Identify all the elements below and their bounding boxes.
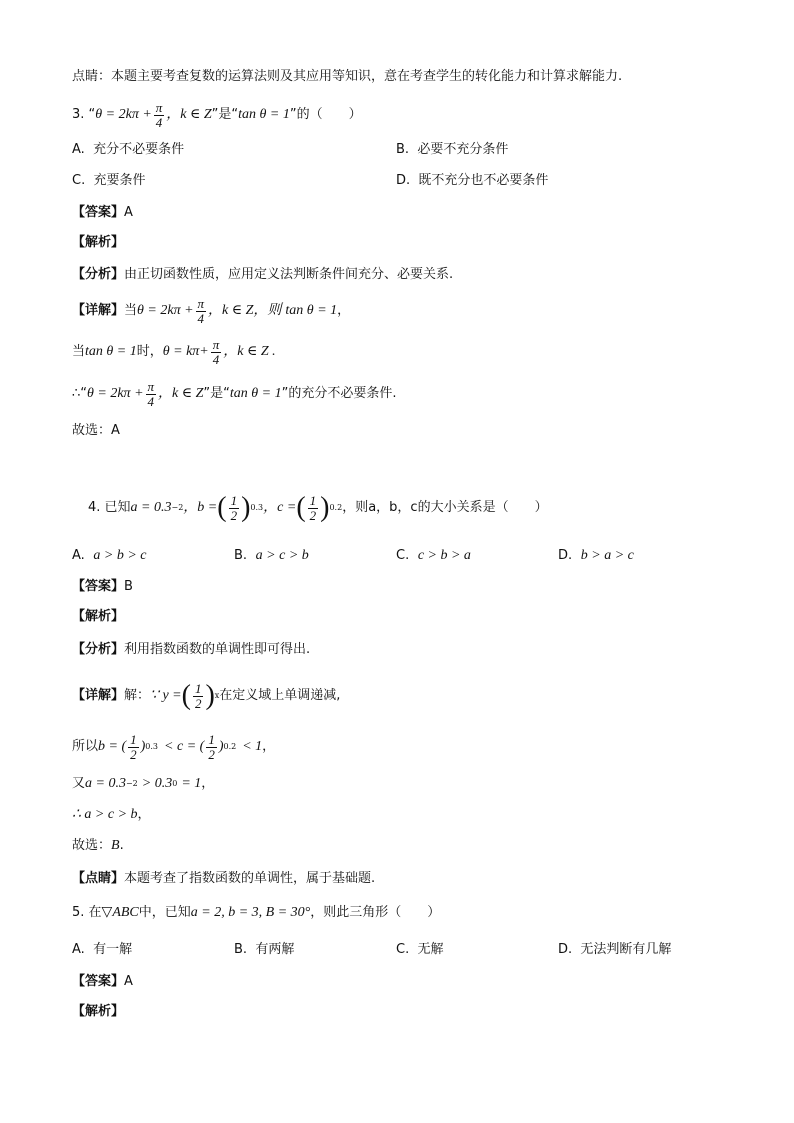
q3-cond-tan: tan θ = 1 — [238, 107, 290, 122]
q3-option-d: D. 既不充分也不必要条件 — [396, 173, 549, 188]
q3-number: 3. “ — [72, 107, 96, 122]
q3-tail: ”的（ ） — [289, 107, 362, 122]
frac-half: $\frac{1}{2}$ — [194, 680, 202, 711]
q4-jiexi: 【解析】 — [72, 609, 125, 624]
q3-answer: 【答案】A — [72, 205, 133, 220]
q3-xiangjie-line1: 【详解】 当 θ = 2kπ + $\frac{\pi}{4}$ ，k ∈ Z，则 tan θ = 1 ， — [72, 295, 351, 326]
q4-option-c: C. c > b > a — [396, 548, 471, 563]
q5-option-a: A. 有一解 — [72, 942, 133, 957]
q5-jiexi: 【解析】 — [72, 1004, 125, 1019]
q3-option-a: A. 充分不必要条件 — [72, 142, 185, 157]
q3-cond-theta: θ = 2kπ + — [95, 107, 152, 122]
q4-xiangjie-line2: 所以 b = ( $\frac{1}{2}$ ) 0.3 < c = ( $\frac{1}{2}$ ) 0.2 < 1 ， — [72, 731, 276, 762]
q4-dianjing: 【点睛】本题考查了指数函数的单调性，属于基础题. — [72, 871, 376, 886]
q3-xiangjie-line2: 当 tan θ = 1 时， θ = kπ+ $\frac{\pi}{4}$ ，k ∈ Z . — [72, 336, 276, 367]
q4-xiangjie-line4: ∴ a > c > b ， — [72, 807, 151, 822]
q3-option-b: B. 必要不充分条件 — [396, 142, 509, 157]
q3-stem — [72, 100, 362, 130]
frac-half: $\frac{1}{2}$ — [309, 492, 317, 523]
q4-xiangjie-line1: 【详解】 解： ∵ y = ( $\frac{1}{2}$ ) x 在定义域上单调递减, — [72, 680, 341, 711]
dianjing-text: 点睛：本题主要考查复数的运算法则及其应用等知识，意在考查学生的转化能力和计算求解能力. — [72, 69, 623, 84]
q4-option-d: D. b > a > c — [558, 548, 634, 563]
q3-fenxi: 【分析】由正切函数性质，应用定义法判断条件间充分、必要关系. — [72, 267, 454, 282]
q3-mid: ”是“ — [211, 107, 239, 122]
q3-option-c: C. 充要条件 — [72, 173, 146, 188]
frac-pi-4: $\frac{\pi}{4}$ — [147, 378, 155, 409]
q4-option-b: B. a > c > b — [234, 548, 309, 563]
frac-half: $\frac{1}{2}$ — [130, 731, 137, 762]
q4-xiangjie-line3: 又 a = 0.3 −2 > 0.3 0 = 1 ， — [72, 776, 215, 791]
q3-frac-pi-4: $\frac{\pi}{4}$ — [155, 99, 163, 130]
q4-fenxi: 【分析】利用指数函数的单调性即可得出. — [72, 642, 311, 657]
frac-pi-4: $\frac{\pi}{4}$ — [197, 295, 205, 326]
q3-choose: 故选：A — [72, 423, 120, 438]
q3-jiexi: 【解析】 — [72, 235, 125, 250]
q4-choose: 故选： B . — [72, 838, 124, 853]
frac-pi-4: $\frac{\pi}{4}$ — [212, 336, 220, 367]
q3-cond-k: ，k ∈ Z — [166, 107, 212, 122]
frac-half: $\frac{1}{2}$ — [230, 492, 238, 523]
q4-answer: 【答案】B — [72, 579, 133, 594]
q5-option-d: D. 无法判断有几解 — [558, 942, 672, 957]
q4-stem: 4. 已知 a = 0.3 −2 ，b = ( $\frac{1}{2}$ ) 0.3 ，c = ( $\frac{1}{2}$ ) 0.2 ，则a，b，c的大小关系是（ ） — [88, 492, 548, 523]
q5-stem: 5. 在 ▽ABC 中，已知 a = 2, b = 3, B = 30° ，则此三角形（ ） — [72, 905, 441, 920]
q5-option-c: C. 无解 — [396, 942, 444, 957]
q3-xiangjie-line3: ∴“ θ = 2kπ + $\frac{\pi}{4}$ ，k ∈ Z ”是“ tan θ = 1 ”的充分不必要条件. — [72, 378, 397, 409]
q5-option-b: B. 有两解 — [234, 942, 295, 957]
frac-half: $\frac{1}{2}$ — [208, 731, 215, 762]
q4-option-a: A. a > b > c — [72, 548, 147, 563]
q5-answer: 【答案】A — [72, 974, 133, 989]
